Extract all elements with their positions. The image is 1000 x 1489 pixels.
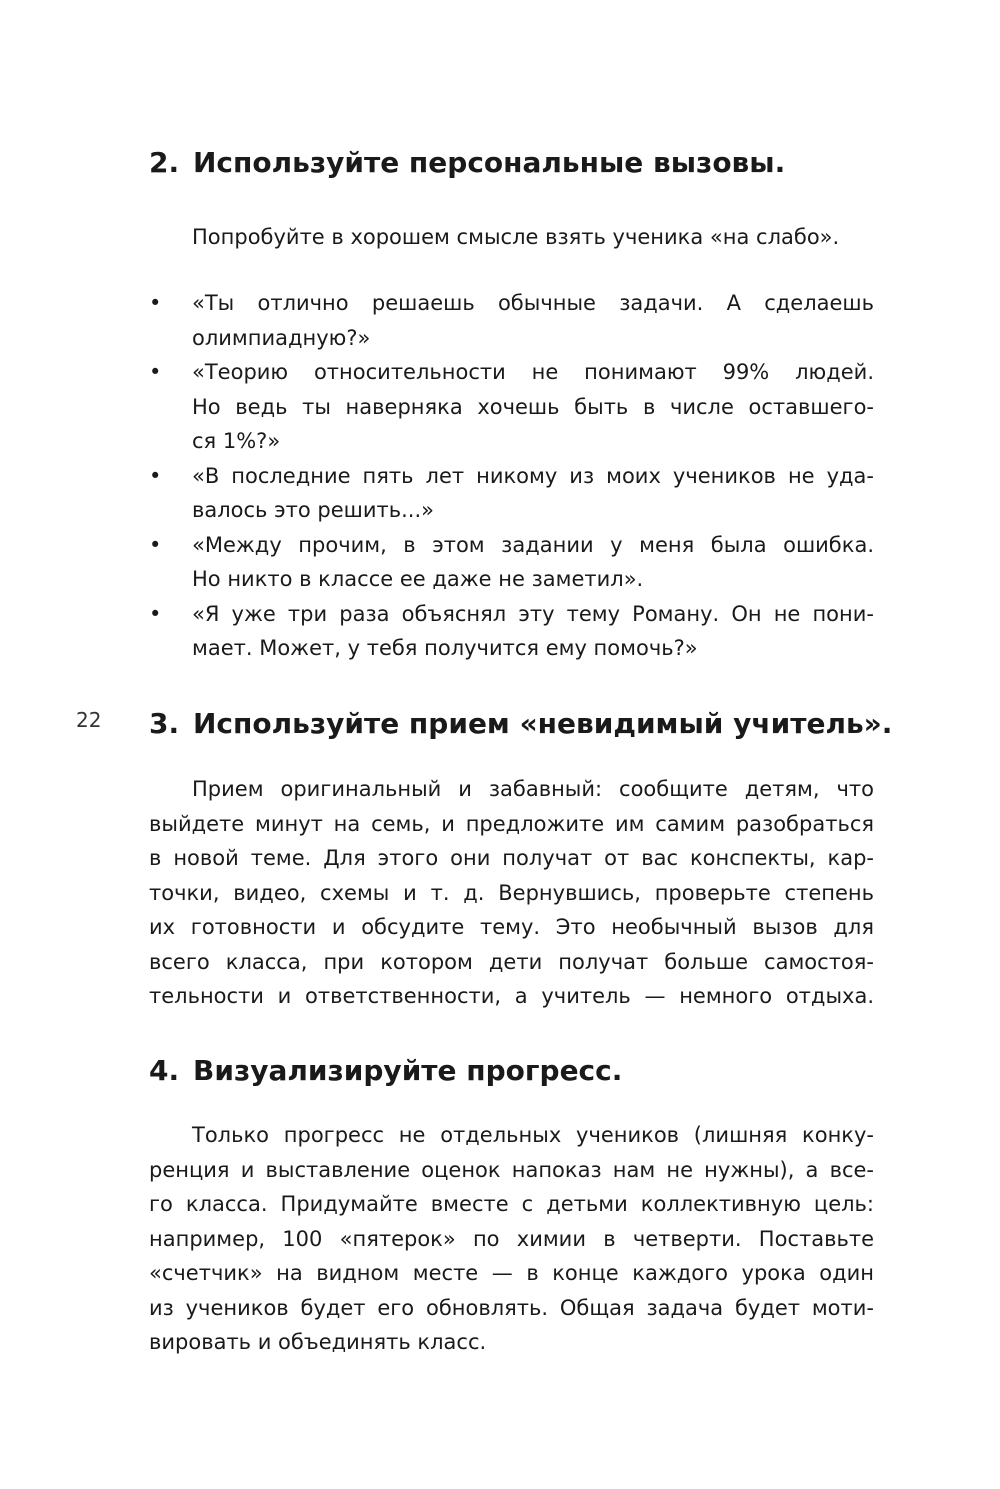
list-item-line: олимпиадную?» — [192, 325, 371, 350]
paragraph-line: Только прогресс не отдельных учеников (лишняя конку- — [192, 1123, 874, 1147]
paragraph-line: их готовности и обсудите тему. Это необычный вызов для — [149, 915, 874, 939]
paragraph-line: всего класса, при котором дети получат больше самостоя- — [149, 949, 874, 974]
bullet-icon: • — [149, 291, 162, 315]
list-item-line: «В последние пять лет никому из моих учеников не уда- — [192, 463, 874, 488]
bullet-icon: • — [149, 360, 162, 384]
paragraph-line: в новой теме. Для этого они получат от вас конспекты, кар- — [149, 846, 874, 870]
list-item-line: мает. Может, у тебя получится ему помочь?» — [192, 636, 698, 660]
list-item-line: «Теорию относительности не понимают 99% людей. — [192, 360, 874, 384]
list-item-line: ся 1%?» — [192, 429, 281, 453]
bullet-icon: • — [149, 463, 162, 488]
paragraph-line: например, 100 «пятерок» по химии в четверти. Поставьте — [149, 1226, 874, 1251]
list-item-line: Но ведь ты наверняка хочешь быть в числе оставшего- — [192, 394, 874, 419]
paragraph-line: из учеников будет его обновлять. Общая задача будет моти- — [149, 1295, 874, 1320]
bullet-icon: • — [149, 532, 162, 557]
section-3-title: Используйте прием «невидимый учитель». — [193, 707, 893, 740]
page-number: 22 — [76, 708, 102, 732]
section-2-number: 2. — [149, 146, 180, 179]
paragraph-line: выйдете минут на семь, и предложите им самим разобраться — [149, 811, 874, 836]
list-item-line: валось это решить...» — [192, 498, 434, 522]
list-item-line: «Между прочим, в этом задании у меня была ошибка. — [192, 532, 874, 557]
list-item-line: «Я уже три раза объяснял эту тему Роману. Он не пони- — [192, 601, 874, 626]
section-2-title: Используйте персональные вызовы. — [193, 146, 786, 179]
section-2-heading — [149, 145, 879, 181]
list-item-line: «Ты отлично решаешь обычные задачи. А сделаешь — [192, 291, 874, 315]
section-4-number: 4. — [149, 1054, 180, 1087]
section-4-title: Визуализируйте прогресс. — [193, 1054, 623, 1087]
section-4-heading — [149, 1053, 879, 1089]
paragraph-line: точки, видео, схемы и т. д. Вернувшись, проверьте степень — [149, 880, 874, 905]
list-item — [149, 459, 874, 528]
section-3-heading — [149, 706, 893, 742]
section-2-intro — [192, 220, 874, 255]
paragraph-line: го класса. Придумайте вместе с детьми коллективную цель: — [149, 1192, 874, 1216]
list-item — [149, 355, 874, 459]
paragraph-line: Прием оригинальный и забавный: сообщите детям, что — [192, 777, 874, 801]
paragraph-line: ренция и выставление оценок напоказ нам не нужны), а все- — [149, 1157, 874, 1182]
challenge-list — [149, 286, 874, 666]
section-4-paragraph — [149, 1118, 874, 1360]
list-item — [149, 528, 874, 597]
section-3-paragraph — [149, 772, 874, 1014]
bullet-icon: • — [149, 601, 162, 626]
paragraph-line: вировать и объединять класс. — [149, 1330, 487, 1354]
list-item — [149, 286, 874, 355]
list-item-line: Но никто в классе ее даже не заметил». — [192, 567, 644, 591]
paragraph-line: «счетчик» на видном месте — в конце каждого урока один — [149, 1261, 874, 1285]
section-3-number: 3. — [149, 707, 180, 740]
section-2-intro-text: Попробуйте в хорошем смысле взять ученика «на слабо». — [192, 225, 840, 249]
paragraph-line: тельности и ответственности, а учитель — немного отдыха. — [149, 984, 874, 1008]
list-item — [149, 597, 874, 666]
